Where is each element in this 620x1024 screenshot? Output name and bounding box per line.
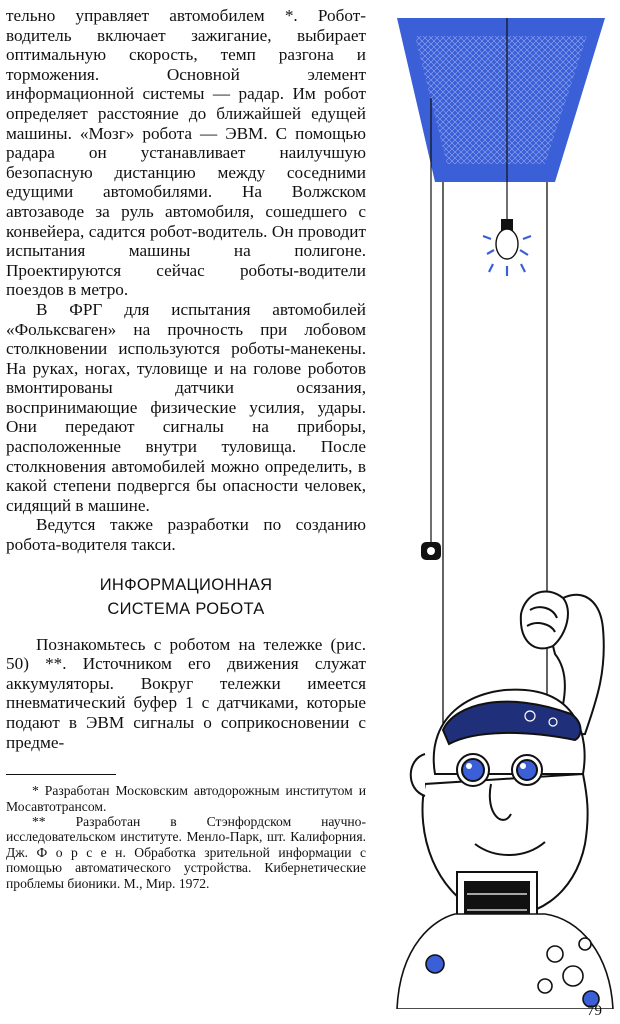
paragraph-2: В ФРГ для испытания автомобилей «Фольксваген» на прочность при лобовом столкновении используются роботы-манекены. На руках, ногах, туловище и на голове роботов вмонтированы датчики осязания, воспринимающие физические усилия, удары. Они передают сигналы на приборы, расположенные внутри туловища. После столкновения автомобилей можно определить, в какой степени подвергся бы опасности человек, сидящий в машине. bbox=[6, 299, 366, 515]
page-number: 79 bbox=[587, 1003, 602, 1019]
footnote-2: ** Разработан в Стэнфордском научно-исследовательском институте. Менло-Парк, шт. Калифорния. Дж. Ф о р с е н. Обработка зрительной информации с помощью автоматического устройства. Кибернетические проблемы бионики. М., Мир. 1972. bbox=[6, 814, 366, 891]
paragraph-3: Ведутся также разработки по созданию робота-водителя такси. bbox=[6, 515, 366, 555]
body-with-gears bbox=[397, 914, 613, 1009]
paragraph-1: тельно управляет автомобилем *. Робот-водитель включает зажигание, выбирает оптимальную скорость, темп разгона и торможения. Основной элемент информационной системы — радар. Им робот определяет расстояние до ближайшей едущей машины. «Мозг» робота — ЭВМ. С помощью радара он устанавливает наилучшую безопасную дистанцию между соседними едущими автомобилями. На Волжском автозаводе за руль автомобиля, сошедшего с конвейера, садится робот-водитель. Он проводит испытания машины на полигоне. Проектируются сейчас роботы-водители поездов в метро. bbox=[6, 6, 366, 300]
lampshade-icon bbox=[397, 18, 605, 182]
light-column bbox=[443, 182, 547, 734]
section-heading-line-2: СИСТЕМА РОБОТА bbox=[107, 599, 265, 618]
section-heading-line-1: ИНФОРМАЦИОННАЯ bbox=[99, 575, 273, 594]
footnote-1: * Разработан Московским автодорожным институтом и Мосавтотрансом. bbox=[6, 783, 366, 814]
text-column bbox=[6, 6, 366, 891]
footnote-divider bbox=[6, 774, 116, 775]
paragraph-4: Познакомьтесь с роботом на тележке (рис. 50) **. Источником его движения служат аккумуляторы. Вокруг тележки имеется пневматический буфер 1 с датчиками, которые подают в ЭВМ сигналы о соприкосновении с предме- bbox=[6, 634, 366, 752]
illustration bbox=[395, 14, 615, 1009]
